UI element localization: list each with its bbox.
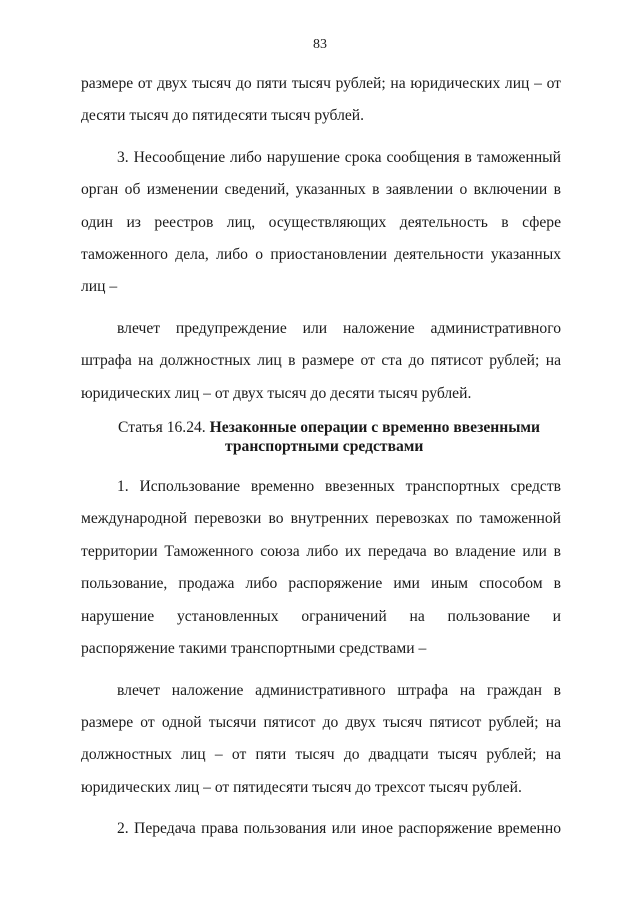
article-title-line1: Незаконные операции с временно ввезенными — [209, 419, 541, 437]
paragraph-penalty-1: влечет наложение административного штрафа на граждан в размере от одной тысячи пятисот до двух тысяч пятисот рублей; на должностных лиц – от пяти тысяч до двадцати тысяч рублей; на юридических лиц – от пятидесяти тысяч до трехсот тысяч рублей. — [81, 681, 561, 796]
paragraph-penalty-3: влечет предупреждение или наложение административного штрафа на должностных лиц в размере от ста до пятисот рублей; на юридических лиц – от двух тысяч до десяти тысяч рублей. — [81, 319, 561, 402]
paragraph-continuation: размере от двух тысяч до пяти тысяч рублей; на юридических лиц – от десяти тысяч до пятидесяти тысяч рублей. — [81, 75, 561, 125]
article-number: Статья 16.24. — [118, 419, 206, 437]
page-number: 83 — [313, 37, 327, 52]
paragraph-part-2: 2. Передача права пользования или иное распоряжение временно — [117, 820, 561, 838]
article-heading — [81, 419, 561, 456]
paragraph-part-1: 1. Использование временно ввезенных транспортных средств международной перевозки во внутренних перевозках по таможенной территории Таможенного союза либо их передача во владение или в пользование, продажа либо распоряжение ими иным способом в нарушение установленных ограничений на пользование и распоряжение такими транспортными средствами – — [81, 478, 561, 658]
document-body — [81, 68, 561, 846]
paragraph-part-3: 3. Несообщение либо нарушение срока сообщения в таможенный орган об изменении сведений, указанных в заявлении о включении в один из реестров лиц, осуществляющих деятельность в сфере таможенного дела, либо о приостановлении деятельности указанных лиц – — [81, 148, 561, 296]
article-title-line2: транспортными средствами — [225, 437, 424, 455]
